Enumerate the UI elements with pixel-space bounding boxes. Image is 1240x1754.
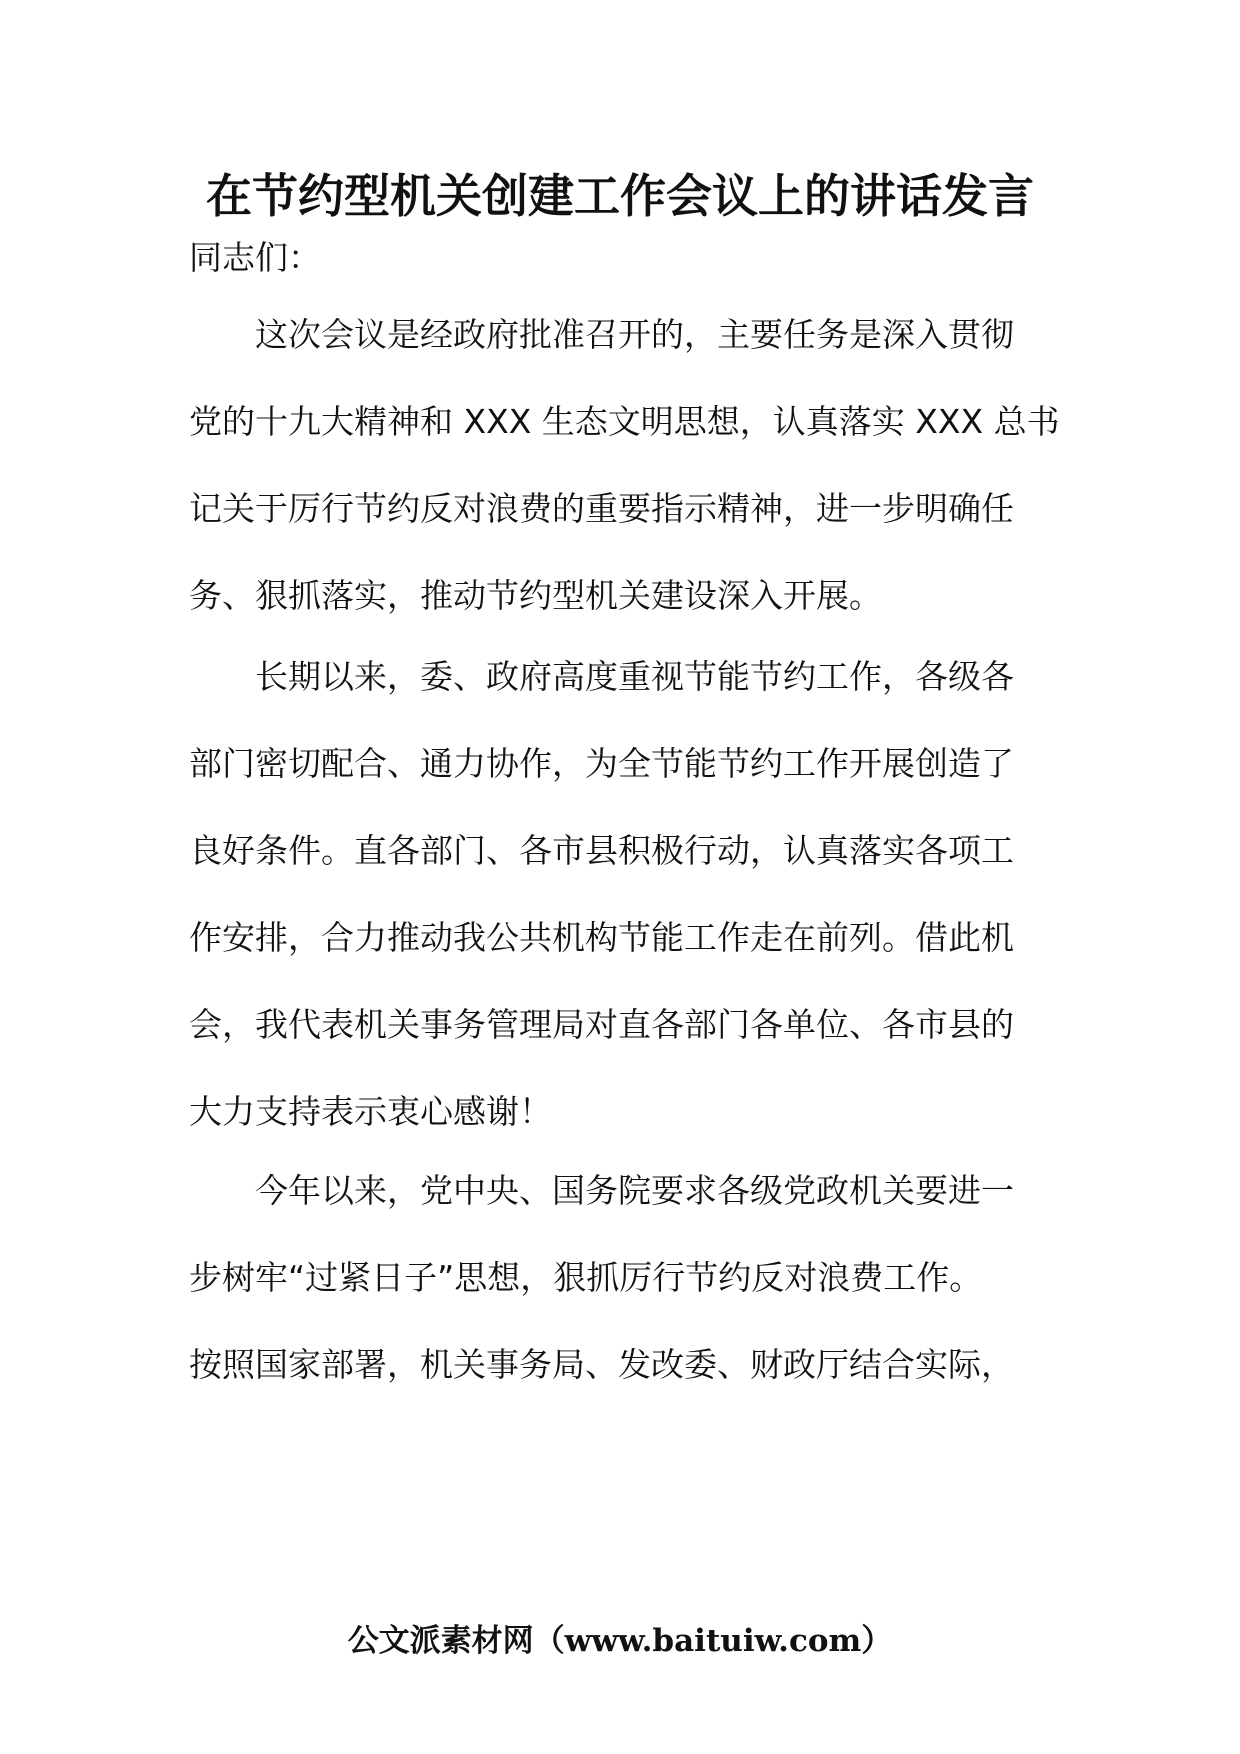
- paragraph-3-line-1: 今年以来，党中央、国务院要求各级党政机关要进一: [255, 1171, 1014, 1210]
- paragraph-2-line-3: 良好条件。直各部门、各市县积极行动，认真落实各项工: [189, 831, 1014, 870]
- paragraph-2-line-6: 大力支持表示衷心感谢！: [189, 1092, 552, 1131]
- paragraph-1-line-3: 记关于厉行节约反对浪费的重要指示精神，进一步明确任: [189, 489, 1014, 528]
- paragraph-2-line-1: 长期以来，委、政府高度重视节能节约工作，各级各: [255, 657, 1014, 696]
- paragraph-3-line-3: 按照国家部署，机关事务局、发改委、财政厅结合实际，: [189, 1345, 1014, 1384]
- salutation: 同志们：: [189, 238, 321, 277]
- paragraph-2-line-5: 会，我代表机关事务管理局对直各部门各单位、各市县的: [189, 1005, 1014, 1044]
- paragraph-1-line-2: 党的十九大精神和 XXX 生态文明思想，认真落实 XXX 总书: [189, 402, 1060, 441]
- paragraph-3-line-2: 步树牢“过紧日子”思想，狠抓厉行节约反对浪费工作。: [189, 1258, 983, 1297]
- document-title: 在节约型机关创建工作会议上的讲话发言: [206, 169, 1034, 223]
- paragraph-1-line-4: 务、狠抓落实，推动节约型机关建设深入开展。: [189, 576, 882, 615]
- paragraph-1-line-1: 这次会议是经政府批准召开的，主要任务是深入贯彻: [255, 315, 1014, 354]
- paragraph-2-line-4: 作安排，合力推动我公共机构节能工作走在前列。借此机: [189, 918, 1014, 957]
- footer-source-text: 公文派素材网（www.baituiw.com）: [347, 1623, 893, 1659]
- paragraph-2-line-2: 部门密切配合、通力协作，为全节能节约工作开展创造了: [189, 744, 1014, 783]
